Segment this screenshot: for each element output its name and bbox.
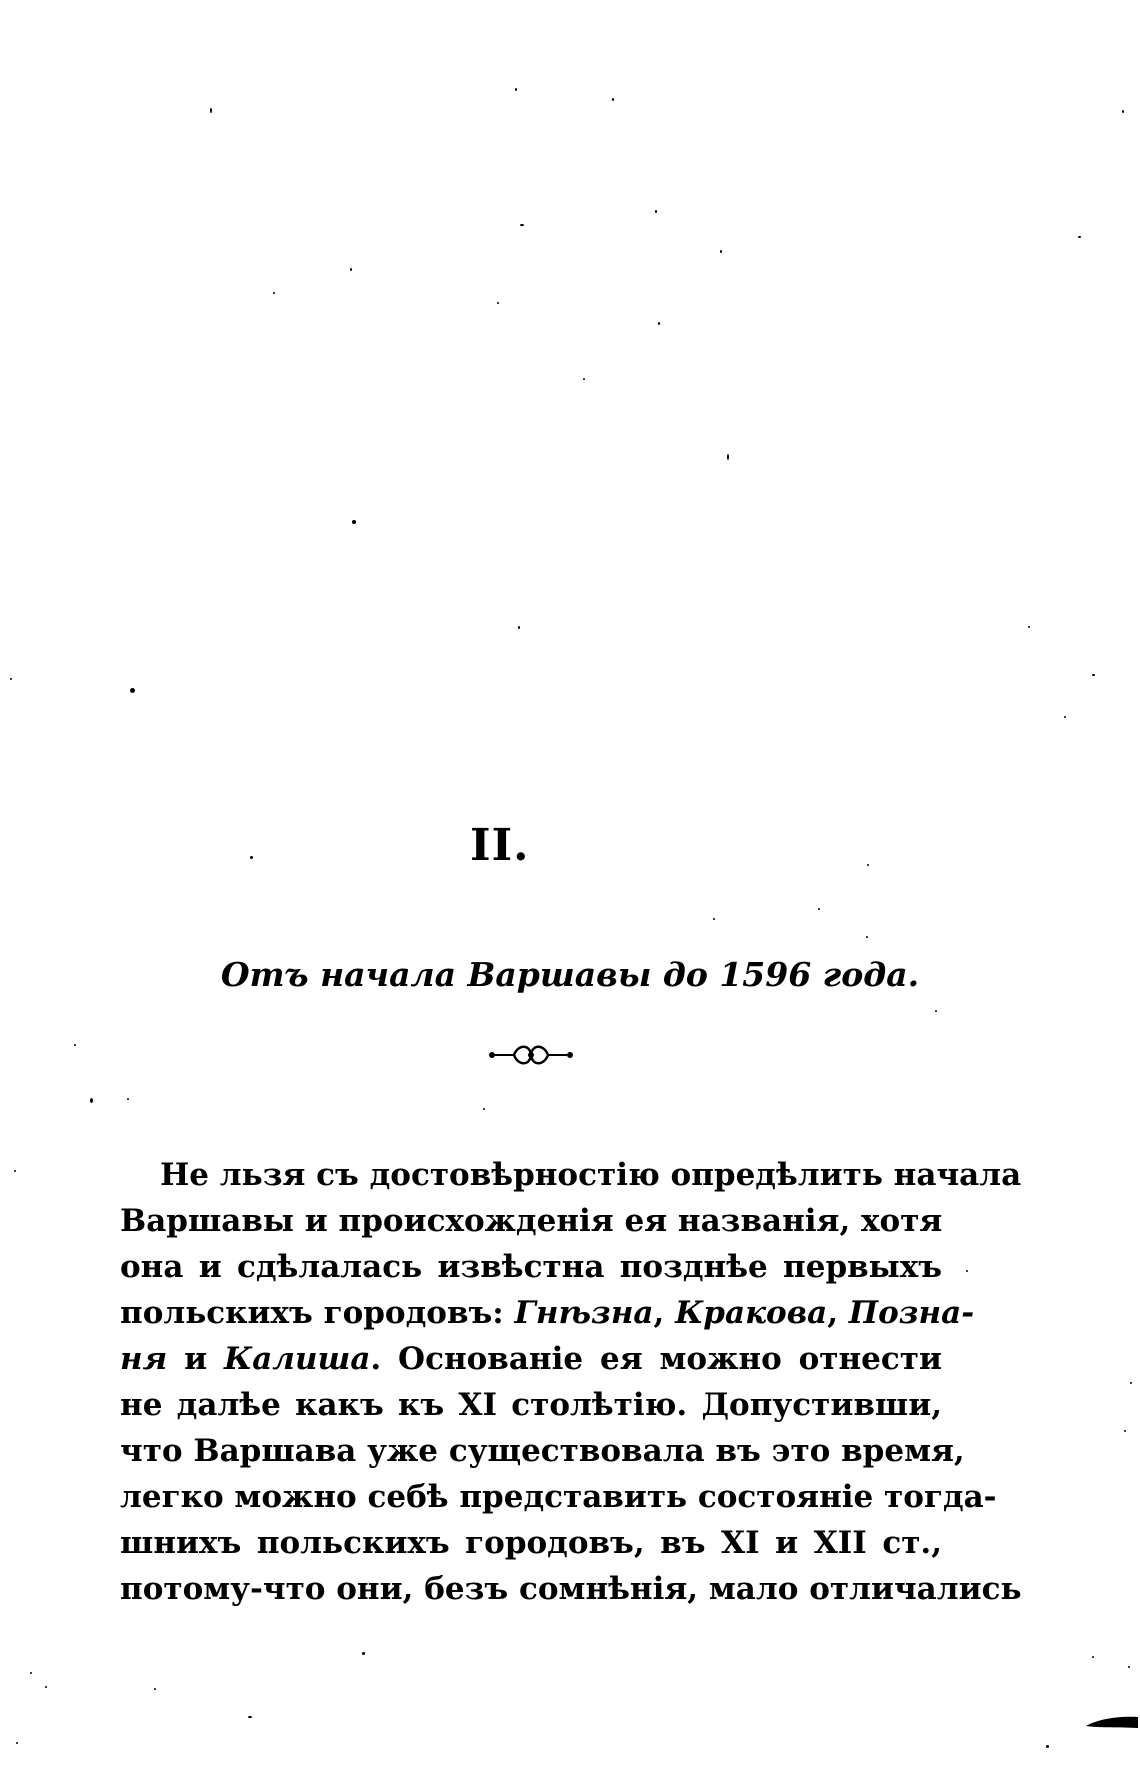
print-speck xyxy=(1064,716,1066,718)
print-speck xyxy=(154,1688,156,1690)
text-segment: Не льзя съ достовѣрностію опредѣлить начала xyxy=(160,1157,1022,1193)
print-speck xyxy=(658,322,660,325)
text-segment: , xyxy=(827,1295,849,1331)
text-line xyxy=(120,1152,1022,1198)
print-speck xyxy=(1128,1666,1130,1668)
print-speck xyxy=(515,88,517,91)
section-numeral: II. xyxy=(470,820,530,871)
italic-place-name: Кракова xyxy=(675,1295,828,1331)
print-speck xyxy=(352,520,356,524)
print-speck xyxy=(518,626,520,629)
print-speck xyxy=(720,250,722,253)
print-speck xyxy=(273,292,275,294)
italic-place-name: ня xyxy=(120,1341,168,1377)
print-speck xyxy=(350,268,352,271)
print-speck xyxy=(727,454,729,460)
print-speck xyxy=(250,856,253,859)
print-speck xyxy=(1124,1430,1126,1432)
print-speck xyxy=(16,1742,18,1744)
print-speck xyxy=(14,1170,16,1172)
print-speck xyxy=(866,936,868,938)
text-segment: она и сдѣлалась извѣстна позднѣе первыхъ xyxy=(120,1249,942,1285)
text-segment: . Основаніе ея можно отнести xyxy=(370,1341,942,1377)
print-speck xyxy=(30,1672,32,1674)
text-segment: Варшавы и происхожденія ея названія, хотя xyxy=(120,1203,943,1239)
print-speck xyxy=(483,1108,485,1110)
print-speck xyxy=(1078,236,1081,238)
print-speck xyxy=(90,1098,93,1103)
text-line xyxy=(120,1520,942,1566)
print-speck xyxy=(1130,1382,1132,1384)
print-speck xyxy=(1028,626,1030,628)
ornamental-divider-icon xyxy=(486,1040,576,1070)
print-speck xyxy=(867,864,869,866)
text-line xyxy=(120,1428,965,1474)
page-edge-mark xyxy=(1086,1716,1138,1730)
text-segment: потому-что они, безъ сомнѣнія, мало отличались xyxy=(120,1571,1022,1607)
print-speck xyxy=(74,1044,76,1046)
print-speck xyxy=(1092,1656,1094,1658)
print-speck xyxy=(655,210,657,213)
text-line xyxy=(120,1198,942,1244)
print-speck xyxy=(612,98,614,101)
text-segment: и xyxy=(167,1341,224,1377)
print-speck xyxy=(1092,674,1095,676)
print-speck xyxy=(45,1686,47,1688)
print-speck xyxy=(935,1010,937,1012)
print-speck xyxy=(130,688,135,693)
print-speck xyxy=(497,302,499,304)
text-segment: что Варшава уже существовала въ это время, xyxy=(120,1433,965,1469)
italic-place-name: Гнѣзна xyxy=(514,1295,654,1331)
print-speck xyxy=(127,1098,129,1100)
text-line xyxy=(120,1244,942,1290)
text-segment: польскихъ городовъ: xyxy=(120,1295,515,1331)
print-speck xyxy=(10,678,12,680)
print-speck xyxy=(583,378,585,380)
text-segment: не далѣе какъ къ XI столѣтію. Допустивши, xyxy=(120,1387,942,1423)
text-segment: шнихъ польскихъ городовъ, въ XI и XII ст., xyxy=(120,1525,942,1561)
body-paragraph xyxy=(120,1152,1022,1612)
chapter-title: Отъ начала Варшавы до 1596 года. xyxy=(220,955,920,994)
text-line xyxy=(120,1290,975,1336)
text-line xyxy=(120,1336,942,1382)
text-line xyxy=(120,1474,997,1520)
print-speck xyxy=(210,108,212,113)
print-speck xyxy=(818,908,820,910)
print-speck xyxy=(362,1652,365,1655)
print-speck xyxy=(713,918,715,920)
print-speck xyxy=(1046,1745,1049,1748)
text-line xyxy=(120,1566,1022,1612)
italic-place-name: Позна- xyxy=(848,1295,975,1331)
text-segment: легко можно себѣ представить состояніе тогда- xyxy=(120,1479,997,1515)
italic-place-name: Калиша xyxy=(224,1341,371,1377)
print-speck xyxy=(1122,110,1124,113)
text-segment: , xyxy=(653,1295,676,1331)
print-speck xyxy=(520,224,524,226)
text-line xyxy=(120,1382,942,1428)
print-speck xyxy=(966,1270,968,1272)
print-speck xyxy=(248,1716,252,1718)
